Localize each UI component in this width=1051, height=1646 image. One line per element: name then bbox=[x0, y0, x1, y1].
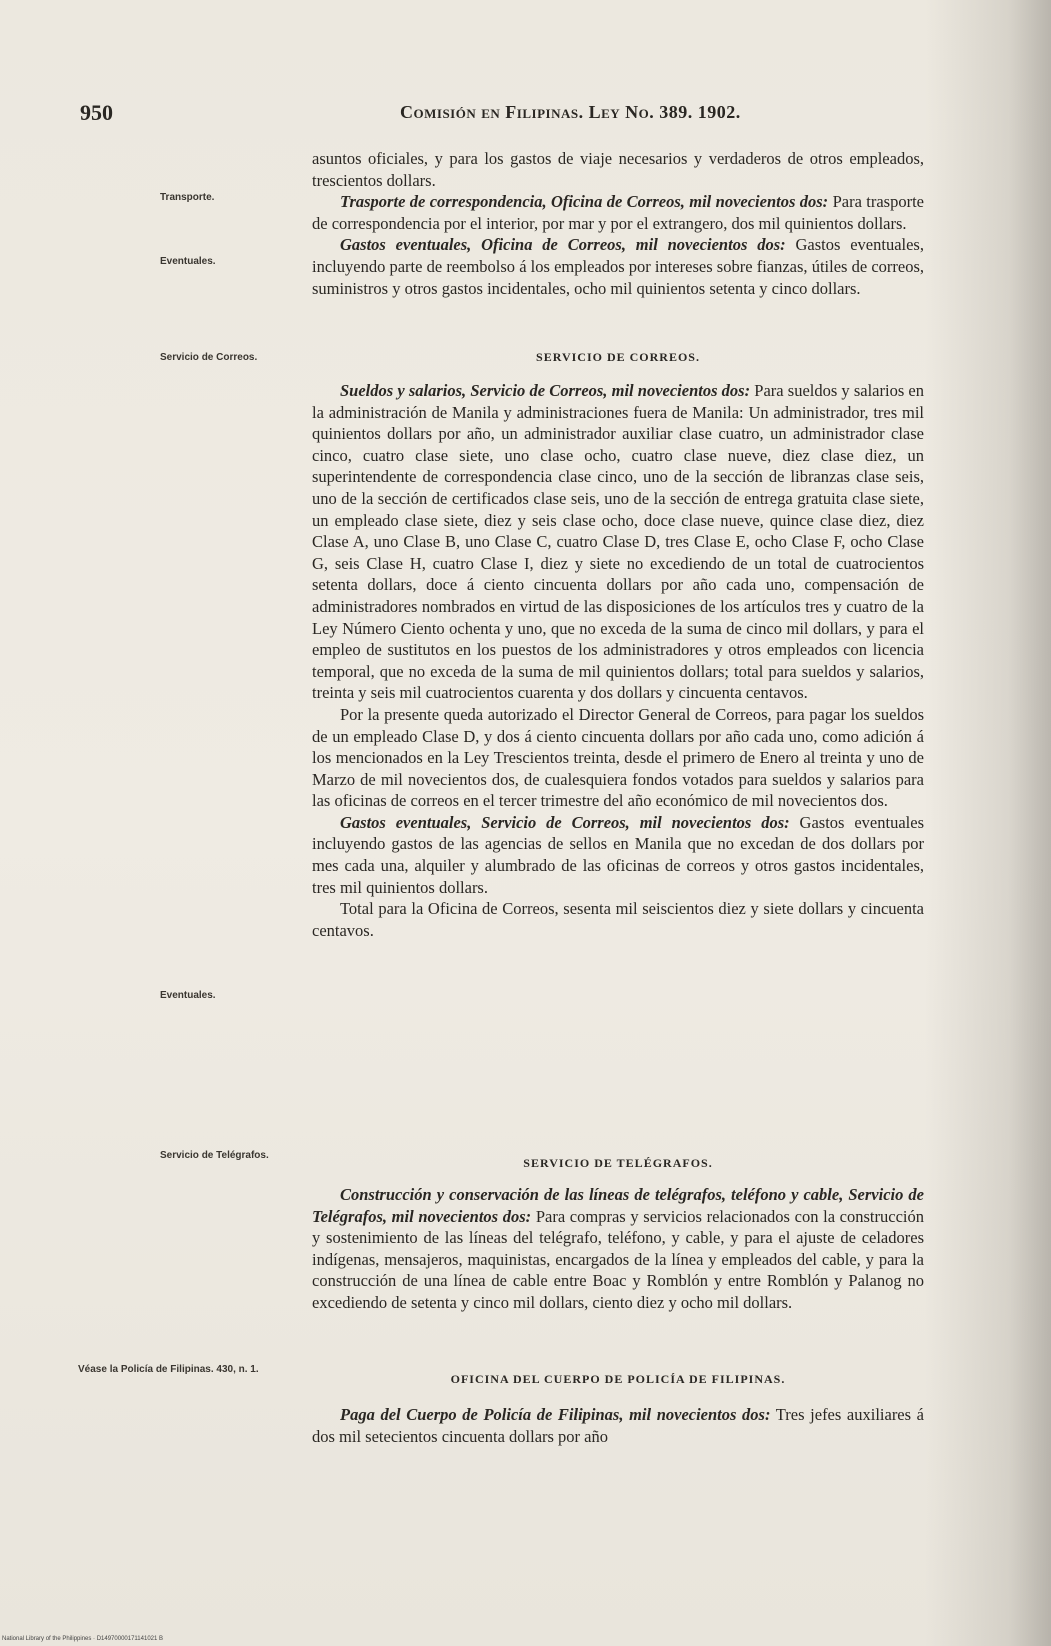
paragraph-text: Para sueldos y salarios en la administración de Manila y administraciones fuera de Manila: Un administrador, tres mil quinientos dollars por año, un administrador auxiliar clase cuatro, un administrador clase cinco, cuatro clase siete, uno clase ocho, cuatro clase nueve, diez clase diez, un superintendente de correspondencia clase cinco, uno de la sección de libranzas clase seis, uno de la sección de certificados clase seis, uno de la sección de entrega gratuita clase siete, un empleado clase siete, diez y seis clase ocho, doce clase nueve, quince clase diez, diez Clase A, uno Clase B, uno Clase C, cuatro Clase D, tres Clase E, ocho Clase F, ocho Clase G, seis Clase H, cuatro Clase I, diez y siete no excediendo de un total de cuatrocientos setenta dollars, doce á ciento cincuenta dollars por año cada uno, compensación de administradores nombrados en virtud de las disposiciones de los artículos tres y cuatro de la Ley Número Ciento ochenta y uno, que no exceda de la suma de cinco mil dollars, y para el empleo de sustitutos en los puestos de los administradores y otros empleados con licencia temporal, que no exceda de la suma de mil quinientos dollars; total para sueldos y salarios, treinta y seis mil cuatrocientos cuarenta y dos dollars y cincuenta centavos. bbox=[312, 381, 925, 703]
margin-note-servicio-correos: Servicio de Correos. bbox=[160, 352, 258, 363]
section-heading: SERVICIO DE TELÉGRAFOS. bbox=[523, 1156, 713, 1170]
margin-note-vease: Véase la Policía de Filipinas. 430, n. 1. bbox=[78, 1364, 259, 1375]
margin-note-eventuales: Eventuales. bbox=[160, 990, 216, 1001]
section-heading: OFICINA DEL CUERPO DE POLICÍA DE FILIPINAS. bbox=[450, 1372, 786, 1386]
paragraph-lead: Trasporte de correspondencia, Oficina de Correos, mil novecientos dos: bbox=[340, 192, 829, 212]
paragraph-text: Gastos eventuales, incluyendo parte de reembolso á los empleados por intereses sobre fianzas, útiles de correos, suministros y otros gastos incidentales, ocho mil quinientos setenta y cinco dollars. bbox=[312, 235, 924, 298]
paragraph-lead: Sueldos y salarios, Servicio de Correos, mil novecientos dos: bbox=[340, 381, 751, 400]
text-block-telegrafos bbox=[312, 1184, 924, 1314]
paragraph-lead: Paga del Cuerpo de Policía de Filipinas, mil novecientos dos: bbox=[340, 1405, 771, 1424]
paragraph bbox=[312, 1184, 924, 1314]
margin-note-eventuales: Eventuales. bbox=[160, 256, 216, 267]
text-block-policia bbox=[312, 1404, 924, 1447]
paragraph-text: Para compras y servicios relacionados con la construcción y sostenimiento de las líneas del telégrafo, teléfono, y cable, y para el ajuste de celadores indígenas, mensajeros, maquinistas, encargados de la línea y empleados del cable, y para la construcción de una línea de cable entre Boac y Romblón y entre Romblón y Palanog no excediendo de setenta y cinco mil dollars, ciento diez y ocho mil dollars. bbox=[312, 1206, 924, 1312]
paragraph: Por la presente queda autorizado el Director General de Correos, para pagar los sueldos de un empleado Clase D, y dos á ciento cincuenta dollars por año cada uno, como adición á los mencionados en la Ley Trescientos treinta, desde el primero de Enero al treinta y uno de Marzo de mil novecientos dos, de cualesquiera fondos votados para sueldos y salarios para las oficinas de correos en el tercer trimestre del año económico de mil novecientos dos. bbox=[312, 704, 924, 811]
paragraph: asuntos oficiales, y para los gastos de viaje necesarios y verdaderos de otros empleados, trescientos dollars. bbox=[312, 149, 924, 190]
page-number: 950 bbox=[80, 100, 113, 125]
paragraph bbox=[312, 191, 924, 234]
text-block-transporte bbox=[312, 148, 924, 299]
paragraph-lead: Gastos eventuales, Oficina de Correos, mil novecientos dos: bbox=[340, 235, 786, 255]
paragraph: Total para la Oficina de Correos, sesenta mil seiscientos diez y siete dollars y cincuenta centavos. bbox=[312, 899, 924, 940]
margin-note-servicio-telegrafos: Servicio de Telégrafos. bbox=[160, 1150, 269, 1161]
paragraph bbox=[312, 1404, 924, 1447]
paragraph bbox=[312, 812, 924, 898]
margin-note-transporte: Transporte. bbox=[160, 192, 215, 203]
paragraph-text: Para trasporte de correspondencia por el interior, por mar y por el extrangero, dos mil quinientos dollars. bbox=[312, 192, 925, 233]
text-block-correos bbox=[312, 380, 924, 941]
paragraph-lead: Construcción y conservación de las líneas de telégrafos, teléfono y cable, Servicio de Telégrafos, mil novecientos dos: bbox=[312, 1185, 924, 1226]
page-header bbox=[80, 100, 880, 128]
paragraph bbox=[312, 234, 924, 299]
running-title: Comisión en Filipinas. Ley No. 389. 1902. bbox=[400, 102, 741, 122]
paragraph-lead: Gastos eventuales, Servicio de Correos, mil novecientos dos: bbox=[340, 812, 790, 832]
paragraph bbox=[312, 380, 924, 704]
section-heading: SERVICIO DE CORREOS. bbox=[536, 350, 700, 364]
scan-footer: National Library of the Philippines · D14970000171141021 B bbox=[2, 1636, 164, 1642]
paragraph-text: Tres jefes auxiliares á dos mil setecientos cincuenta dollars por año bbox=[312, 1405, 924, 1446]
paragraph-text: Gastos eventuales incluyendo gastos de las agencias de sellos en Manila que no excedan de dos dollars por mes cada una, alquiler y alumbrado de las oficinas de correos y otros gastos incidentales, tres mil quinientos dollars. bbox=[312, 812, 924, 897]
